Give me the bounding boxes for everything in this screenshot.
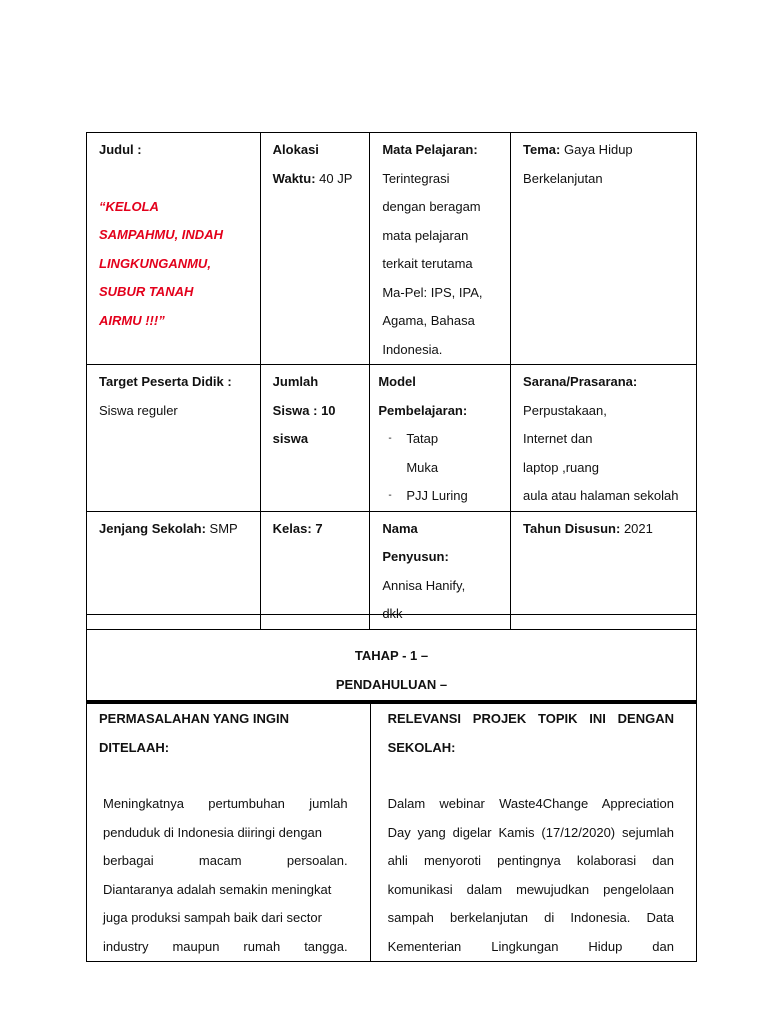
relevansi-heading: RELEVANSI PROJEK TOPIK INI DENGAN [387, 711, 674, 726]
penyusun-line: Annisa Hanify, [382, 577, 466, 593]
mapel-line: dengan beragam [382, 199, 481, 214]
jumlah-line: siswa [272, 431, 309, 446]
title-line: “KELOLA [99, 198, 159, 214]
body-line: sampah berkelanjutan di Indonesia. Data [387, 910, 674, 925]
mapel-line: Ma-Pel: IPS, IPA, [382, 284, 483, 300]
sarana-line: Internet dan [523, 431, 593, 446]
kelas-cell [260, 511, 370, 629]
body-line: Meningkatnya pertumbuhan jumlah [103, 796, 348, 811]
sarana-label: Sarana/Prasarana: [523, 374, 638, 389]
mapel-line: Agama, Bahasa [382, 313, 475, 328]
dash-bullet: - [388, 433, 392, 444]
model-list [378, 425, 500, 511]
penyusun-cell [370, 511, 511, 629]
jenjang-cell [87, 511, 261, 629]
tahap-title: TAHAP - 1 – [354, 648, 429, 663]
title-line: LINGKUNGANMU, [99, 255, 211, 271]
model-cell [370, 365, 511, 512]
model-item-text: PJJ Luring [406, 488, 468, 503]
title-line: SUBUR TANAH [99, 284, 194, 299]
sarana-line: aula atau halaman sekolah [523, 488, 679, 503]
alokasi-value: 40 JP [319, 170, 353, 186]
pembelajaran-label: Pembelajaran: [378, 402, 468, 418]
body-line: berbagai macam persoalan. [103, 853, 348, 868]
kelas-label: Kelas: [272, 520, 312, 536]
jenjang-value: SMP [209, 520, 238, 536]
penyusun-line: dkk [382, 606, 403, 621]
permasalahan-heading: PERMASALAHAN YANG INGIN [99, 711, 289, 726]
tema-cell [511, 133, 697, 365]
dash-bullet: - [388, 490, 392, 501]
mapel-line: terkait terutama [382, 256, 473, 271]
judul-cell [87, 133, 261, 365]
relevansi-body [388, 790, 674, 961]
permasalahan-body [99, 790, 348, 961]
jumlah-cell [260, 365, 370, 512]
tahun-value: 2021 [623, 520, 653, 536]
sarana-line: laptop ,ruang [523, 459, 599, 475]
tema-label: Tema: [523, 142, 561, 157]
jumlah-siswa [273, 368, 360, 454]
content-table [86, 704, 697, 962]
tema-value-2: Berkelanjutan [523, 170, 603, 186]
mapel-value [382, 165, 500, 365]
body-line: ahli menyoroti pentingnya kolaborasi dan [387, 853, 674, 868]
body-line: Diantaranya adalah semakin meningkat [103, 881, 332, 897]
target-label: Target Peserta Didik : [99, 374, 232, 389]
body-line: juga produksi sampah baik dari sector [103, 910, 322, 925]
jumlah-line: Jumlah [272, 374, 319, 389]
model-item-text: Tatap [406, 431, 439, 446]
body-line: industry maupun rumah tangga. [103, 938, 348, 954]
sekolah-heading: SEKOLAH: [387, 739, 456, 755]
model-item [378, 482, 500, 511]
tahun-cell [511, 511, 697, 629]
alokasi-cell [260, 133, 370, 365]
jumlah-line: Siswa : 10 [272, 402, 336, 418]
nama-label: Nama [382, 520, 418, 536]
alokasi-label: Alokasi [272, 142, 319, 157]
body-line: Day yang digelar Kamis (17/12/2020) sejumlah [387, 824, 674, 840]
permasalahan-cell [87, 704, 371, 962]
header-table [86, 132, 697, 630]
pendahuluan-title: PENDAHULUAN – [335, 677, 448, 692]
mapel-line: mata pelajaran [382, 227, 469, 243]
mapel-cell [370, 133, 511, 365]
title-line: AIRMU !!!” [99, 312, 165, 328]
jenjang-label: Jenjang Sekolah: [99, 520, 206, 536]
sarana-cell [511, 365, 697, 512]
project-title [99, 193, 250, 336]
mapel-line: Indonesia. [382, 341, 443, 357]
model-label: Model [378, 374, 416, 389]
model-item [378, 425, 500, 482]
body-line: Dalam webinar Waste4Change Appreciation [387, 796, 674, 811]
mapel-label: Mata Pelajaran: [382, 142, 478, 157]
body-line: Kementerian Lingkungan Hidup dan [387, 938, 674, 954]
sarana-value [523, 397, 686, 511]
model-item-text: Muka [406, 459, 439, 475]
penyusun-label: Penyusun: [382, 549, 449, 564]
tahap-cell [87, 615, 697, 703]
kelas-value: 7 [315, 520, 323, 536]
waktu-label: Waktu: [272, 170, 316, 186]
mapel-line: Terintegrasi [382, 170, 450, 186]
body-line: penduduk di Indonesia diiringi dengan [103, 824, 323, 840]
title-line: SAMPAHMU, INDAH [99, 227, 223, 242]
sarana-line: Perpustakaan, [523, 402, 607, 418]
tema-value-1: Gaya Hidup [564, 142, 633, 157]
ditelaah-heading: DITELAAH: [99, 739, 170, 755]
target-cell [87, 365, 261, 512]
judul-label: Judul : [99, 142, 142, 157]
relevansi-cell [370, 704, 696, 962]
body-line: komunikasi dalam mewujudkan pengelolaan [387, 881, 674, 897]
tahun-label: Tahun Disusun: [523, 520, 621, 536]
tahap-table [86, 614, 697, 703]
target-value: Siswa reguler [99, 402, 178, 418]
